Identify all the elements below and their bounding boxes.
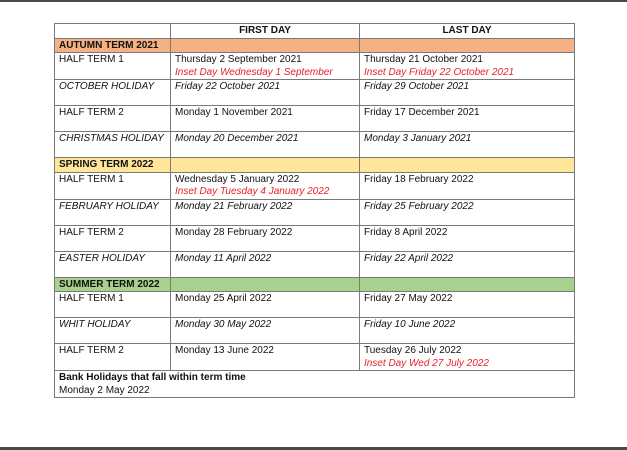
first-day-cell: Monday 20 December 2021 [171, 132, 360, 158]
last-day-cell: Friday 17 December 2021 [360, 106, 575, 132]
first-day-cell: Monday 13 June 2022 [171, 344, 360, 371]
inset-note: Inset Day Friday 22 October 2021 [364, 66, 515, 78]
last-day-cell: Thursday 21 October 2021 Inset Day Friday 22 October 2021 [360, 53, 575, 80]
bank-holidays-title: Bank Holidays that fall within term time [59, 372, 246, 383]
table-row [55, 53, 575, 80]
last-day-cell: Monday 3 January 2021 [360, 132, 575, 158]
last-day-cell: Friday 8 April 2022 [360, 225, 575, 251]
period-label: CHRISTMAS HOLIDAY [55, 132, 171, 158]
header-last-day: LAST DAY [360, 24, 575, 39]
first-day-cell: Friday 22 October 2021 [171, 80, 360, 106]
period-label: HALF TERM 2 [55, 106, 171, 132]
table-row [55, 344, 575, 371]
table-row [55, 251, 575, 277]
term-dates-table [54, 23, 575, 398]
term-row-summer [55, 277, 575, 292]
period-label: EASTER HOLIDAY [55, 251, 171, 277]
period-label: FEBRUARY HOLIDAY [55, 199, 171, 225]
period-label: HALF TERM 2 [55, 344, 171, 371]
first-day-cell: Monday 11 April 2022 [171, 251, 360, 277]
header-blank [55, 24, 171, 39]
period-label: HALF TERM 1 [55, 292, 171, 318]
bank-holidays-cell [55, 371, 575, 398]
last-day-cell: Friday 25 February 2022 [360, 199, 575, 225]
top-border-bar [0, 0, 627, 2]
inset-note: Inset Day Wednesday 1 September [175, 66, 333, 78]
table-row [55, 199, 575, 225]
table-row [55, 172, 575, 199]
header-row [55, 24, 575, 39]
term-row-spring [55, 158, 575, 173]
table-row [55, 80, 575, 106]
last-day-cell: Friday 18 February 2022 [360, 172, 575, 199]
first-day-cell: Monday 1 November 2021 [171, 106, 360, 132]
period-label: HALF TERM 1 [55, 53, 171, 80]
last-day-cell: Tuesday 26 July 2022 Inset Day Wed 27 July 2022 [360, 344, 575, 371]
period-label: OCTOBER HOLIDAY [55, 80, 171, 106]
first-day-cell: Monday 25 April 2022 [171, 292, 360, 318]
table-row [55, 318, 575, 344]
table-row [55, 132, 575, 158]
term-title: SUMMER TERM 2022 [55, 277, 171, 292]
table-row [55, 225, 575, 251]
inset-note: Inset Day Tuesday 4 January 2022 [175, 186, 330, 197]
first-day-cell: Monday 28 February 2022 [171, 225, 360, 251]
term-row-autumn [55, 38, 575, 53]
period-label: WHIT HOLIDAY [55, 318, 171, 344]
bank-holidays-dates: Monday 2 May 2022 [59, 384, 150, 396]
last-day-cell: Friday 27 May 2022 [360, 292, 575, 318]
period-label: HALF TERM 1 [55, 172, 171, 199]
last-day-cell: Friday 10 June 2022 [360, 318, 575, 344]
term-title: AUTUMN TERM 2021 [55, 38, 171, 53]
last-day-cell: Friday 22 April 2022 [360, 251, 575, 277]
bank-holidays-row [55, 371, 575, 398]
period-label: HALF TERM 2 [55, 225, 171, 251]
header-first-day: FIRST DAY [171, 24, 360, 39]
first-day-cell: Monday 21 February 2022 [171, 199, 360, 225]
table-row [55, 106, 575, 132]
first-day-cell: Wednesday 5 January 2022 Inset Day Tuesday 4 January 2022 [171, 172, 360, 199]
term-title: SPRING TERM 2022 [55, 158, 171, 173]
first-day-cell: Monday 30 May 2022 [171, 318, 360, 344]
inset-note: Inset Day Wed 27 July 2022 [364, 357, 489, 369]
first-day-cell: Thursday 2 September 2021 Inset Day Wednesday 1 September [171, 53, 360, 80]
last-day-cell: Friday 29 October 2021 [360, 80, 575, 106]
table-row [55, 292, 575, 318]
